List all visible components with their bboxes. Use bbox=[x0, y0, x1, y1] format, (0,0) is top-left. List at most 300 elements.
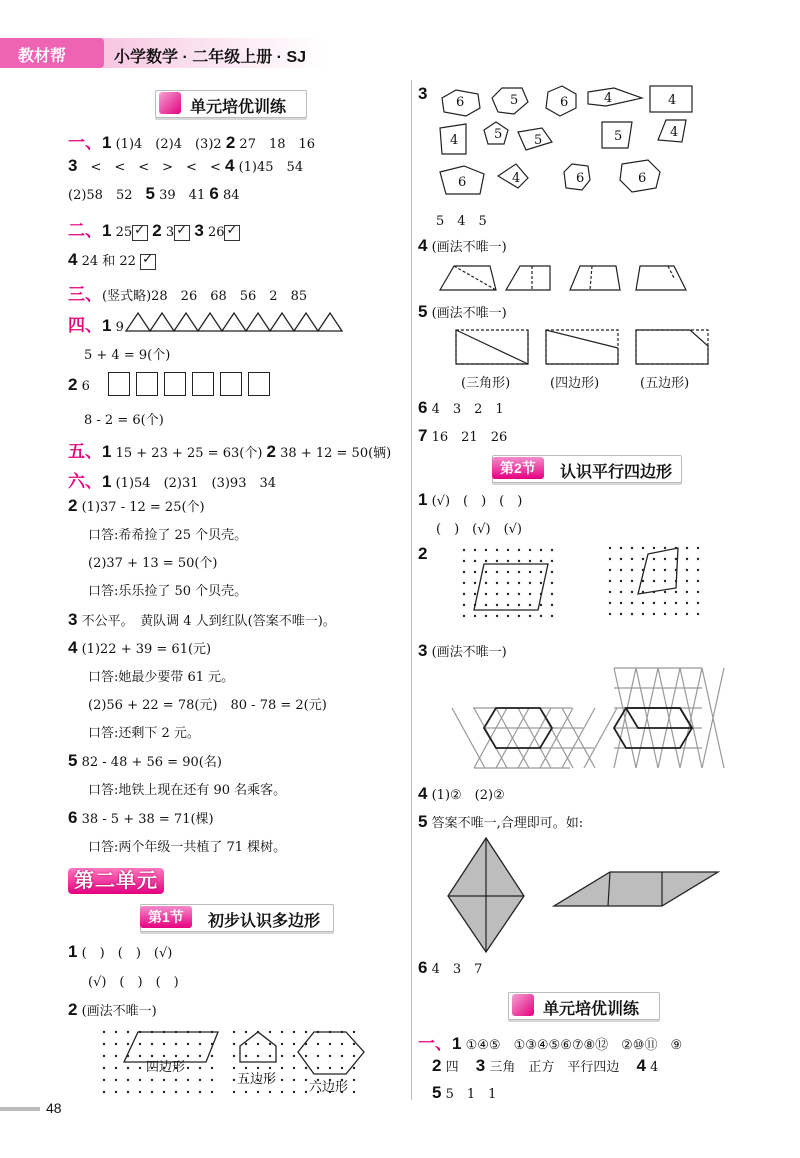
grid-dot bbox=[551, 571, 553, 573]
grid-dot bbox=[127, 1067, 129, 1069]
answer-line: 7 16 21 26 bbox=[418, 426, 508, 445]
grid-dot bbox=[631, 613, 633, 615]
grid-dot bbox=[540, 571, 542, 573]
grid-dot bbox=[686, 580, 688, 582]
grid-dot bbox=[127, 1091, 129, 1093]
equation: 5 + 4 = 9(个) bbox=[84, 348, 171, 363]
polygon-label: 五边形 bbox=[237, 1072, 277, 1087]
grid-dot bbox=[103, 1091, 105, 1093]
grid-dot bbox=[653, 569, 655, 571]
grid-dot bbox=[127, 1043, 129, 1045]
grid-dot bbox=[163, 1091, 165, 1093]
grid-dot bbox=[485, 560, 487, 562]
grid-dot bbox=[518, 560, 520, 562]
grid-dot bbox=[329, 1043, 331, 1045]
grid-dot bbox=[463, 549, 465, 551]
grid-dot bbox=[281, 1067, 283, 1069]
triangle-shape bbox=[174, 313, 198, 331]
figure-label: (四边形) bbox=[550, 376, 600, 391]
answer-line: 1 ( ) ( ) (√) bbox=[68, 942, 173, 961]
grid-dot bbox=[529, 615, 531, 617]
answer-line: 2 (1)37 - 12 = 25(个) bbox=[68, 496, 205, 515]
grid-dot bbox=[620, 558, 622, 560]
shape-number: 5 bbox=[494, 127, 503, 142]
triangle-shape bbox=[270, 313, 294, 331]
grid-dot bbox=[551, 549, 553, 551]
grid-dot bbox=[115, 1067, 117, 1069]
grid-dot bbox=[151, 1091, 153, 1093]
grid-dot bbox=[115, 1055, 117, 1057]
grid-dot bbox=[175, 1079, 177, 1081]
grid-dot bbox=[353, 1031, 355, 1033]
grid-dot bbox=[139, 1055, 141, 1057]
grid-dot bbox=[233, 1043, 235, 1045]
grid-dot bbox=[474, 560, 476, 562]
grid-dot bbox=[245, 1091, 247, 1093]
grid-dot bbox=[175, 1091, 177, 1093]
chart-icon bbox=[159, 92, 181, 114]
grid-dot bbox=[631, 602, 633, 604]
grid-dot bbox=[293, 1043, 295, 1045]
shape-number: 6 bbox=[560, 95, 569, 110]
grid-dot bbox=[529, 604, 531, 606]
answer-line: 6 4 3 7 bbox=[418, 958, 483, 977]
grid-dot bbox=[293, 1031, 295, 1033]
answer-line: 3 (画法不唯一) bbox=[418, 641, 507, 660]
grid-dot bbox=[211, 1055, 213, 1057]
grid-dot bbox=[518, 549, 520, 551]
check-box bbox=[174, 225, 190, 241]
answer-line: 2 6 bbox=[68, 375, 90, 394]
grid-dot bbox=[245, 1055, 247, 1057]
grid-dot bbox=[353, 1091, 355, 1093]
answer-line: 4 (1)② (2)② bbox=[418, 784, 505, 803]
answer-line: 五、1 15 + 23 + 25 = 63(个) 2 38 + 12 = 50(辆) bbox=[68, 442, 392, 461]
section-tag: 第2节 bbox=[492, 457, 544, 479]
grid-dot bbox=[293, 1091, 295, 1093]
grid-dot bbox=[551, 604, 553, 606]
grid-dot bbox=[269, 1031, 271, 1033]
answer-line: 3 < < < > < < 4 (1)45 54 bbox=[68, 156, 304, 175]
grid-dot bbox=[653, 580, 655, 582]
unit-banner: 第二单元 bbox=[68, 868, 164, 894]
grid-dot bbox=[199, 1043, 201, 1045]
grid-dot bbox=[269, 1091, 271, 1093]
grid-dot bbox=[485, 615, 487, 617]
triangle-shape bbox=[198, 313, 222, 331]
grid-dot bbox=[507, 604, 509, 606]
section-title: 单元培优训练 bbox=[190, 99, 287, 116]
grid-dot bbox=[353, 1043, 355, 1045]
grid-dot bbox=[341, 1067, 343, 1069]
answer-text: 口答:她最少要带 61 元。 bbox=[88, 670, 235, 685]
grid-dot bbox=[211, 1067, 213, 1069]
grid-dot bbox=[485, 582, 487, 584]
triangles-figure bbox=[126, 311, 346, 333]
grid-dot bbox=[463, 560, 465, 562]
grid-dot bbox=[518, 615, 520, 617]
grid-dot bbox=[474, 593, 476, 595]
grid-dot bbox=[551, 560, 553, 562]
question-number: 2 bbox=[418, 544, 428, 563]
grid-dot bbox=[620, 591, 622, 593]
grid-dot bbox=[341, 1043, 343, 1045]
section-title: 初步认识多边形 bbox=[208, 913, 321, 930]
grid-dot bbox=[609, 547, 611, 549]
shape-number: 6 bbox=[576, 171, 585, 186]
grid-dot bbox=[609, 613, 611, 615]
grid-dot bbox=[496, 549, 498, 551]
answer-line: 5 答案不唯一,合理即可。如: bbox=[418, 812, 584, 831]
grid-dot bbox=[474, 582, 476, 584]
triangle-shape bbox=[222, 313, 246, 331]
grid-dot bbox=[269, 1055, 271, 1057]
grid-dot bbox=[293, 1079, 295, 1081]
grid-dot bbox=[496, 571, 498, 573]
header-tab-label: 教材帮 bbox=[18, 48, 67, 65]
answer-line: 5 5 1 1 bbox=[432, 1083, 497, 1102]
polygon-shapes bbox=[436, 84, 716, 204]
grid-dot bbox=[686, 602, 688, 604]
grid-dot bbox=[686, 569, 688, 571]
grid-dot bbox=[463, 582, 465, 584]
grid-dot bbox=[518, 604, 520, 606]
figure-label: (三角形) bbox=[461, 376, 511, 391]
grid-dot bbox=[317, 1055, 319, 1057]
shape-number: 4 bbox=[670, 125, 679, 140]
grid-dot bbox=[353, 1067, 355, 1069]
question-number: 3 bbox=[418, 84, 428, 103]
grid-dot bbox=[697, 580, 699, 582]
grid-dot bbox=[305, 1067, 307, 1069]
grid-dot bbox=[551, 593, 553, 595]
check-box bbox=[224, 225, 240, 241]
grid-dot bbox=[540, 560, 542, 562]
grid-dot bbox=[551, 615, 553, 617]
shape-number: 4 bbox=[512, 171, 521, 186]
grid-dot bbox=[139, 1043, 141, 1045]
shape-number: 5 bbox=[614, 129, 623, 144]
section-tag: 第1节 bbox=[140, 906, 192, 928]
grid-dot bbox=[353, 1079, 355, 1081]
grid-dot bbox=[115, 1079, 117, 1081]
grid-dot bbox=[664, 602, 666, 604]
answer-text: 口答:地铁上现在还有 90 名乘客。 bbox=[88, 783, 287, 798]
answer-text: (2)56 + 22 = 78(元) 80 - 78 = 2(元) bbox=[88, 698, 327, 713]
shape-number: 4 bbox=[604, 91, 613, 106]
grid-dot bbox=[620, 602, 622, 604]
grid-dot bbox=[485, 593, 487, 595]
trapezoid-figures bbox=[440, 264, 710, 294]
grid-dot bbox=[507, 582, 509, 584]
grid-dot bbox=[653, 613, 655, 615]
answer-line: 六、1 (1)54 (2)31 (3)93 34 bbox=[68, 472, 277, 491]
grid-dot bbox=[163, 1043, 165, 1045]
grid-dot bbox=[245, 1043, 247, 1045]
equation: 8 - 2 = 6(个) bbox=[84, 413, 164, 428]
grid-dot bbox=[518, 571, 520, 573]
grid-dot bbox=[496, 593, 498, 595]
answer-line: 4 (画法不唯一) bbox=[418, 236, 507, 255]
shape-number: 5 bbox=[510, 93, 519, 108]
grid-dot bbox=[463, 571, 465, 573]
grid-dot bbox=[529, 582, 531, 584]
grid-dot bbox=[507, 560, 509, 562]
grid-dot bbox=[341, 1055, 343, 1057]
grid-dot bbox=[151, 1043, 153, 1045]
grid-dot bbox=[529, 549, 531, 551]
grid-dot bbox=[675, 591, 677, 593]
grid-dot bbox=[115, 1031, 117, 1033]
answer-text: 口答:还剩下 2 元。 bbox=[88, 726, 200, 741]
grid-dot bbox=[485, 604, 487, 606]
grid-dot bbox=[199, 1067, 201, 1069]
grid-dot bbox=[496, 582, 498, 584]
grid-dot bbox=[529, 571, 531, 573]
grid-dot bbox=[697, 613, 699, 615]
answer-text: 口答:乐乐捡了 50 个贝壳。 bbox=[88, 584, 248, 599]
polygon-label: 四边形 bbox=[146, 1060, 186, 1075]
grid-dot bbox=[211, 1091, 213, 1093]
grid-dot bbox=[115, 1043, 117, 1045]
grid-dot bbox=[199, 1055, 201, 1057]
grid-dot bbox=[496, 604, 498, 606]
grid-dot bbox=[609, 580, 611, 582]
shape-number: 6 bbox=[458, 175, 467, 190]
answer-text: 口答:希希捡了 25 个贝壳。 bbox=[88, 528, 248, 543]
grid-dot bbox=[317, 1067, 319, 1069]
answer-line: 一、1 (1)4 (2)4 (3)2 2 27 18 16 bbox=[68, 133, 316, 152]
chart-icon bbox=[512, 994, 534, 1016]
grid-dot bbox=[151, 1079, 153, 1081]
grid-dot bbox=[686, 558, 688, 560]
triangle-shape bbox=[150, 313, 174, 331]
grid-dot bbox=[103, 1031, 105, 1033]
grid-dot bbox=[609, 558, 611, 560]
triangle-shape bbox=[294, 313, 318, 331]
grid-dot bbox=[529, 560, 531, 562]
grid-dot bbox=[642, 547, 644, 549]
grid-dot bbox=[540, 615, 542, 617]
triangle-shape bbox=[126, 313, 150, 331]
grid-dot bbox=[257, 1055, 259, 1057]
grid-dot bbox=[653, 547, 655, 549]
answer-text: (√) ( ) ( ) bbox=[88, 975, 179, 990]
grid-dot bbox=[507, 615, 509, 617]
answer-line: 2 (画法不唯一) bbox=[68, 1000, 157, 1019]
grid-dot bbox=[664, 580, 666, 582]
grid-dot bbox=[139, 1067, 141, 1069]
answer-line: 4 24 和 22 ✓ bbox=[68, 250, 156, 270]
grid-dot bbox=[642, 580, 644, 582]
grid-dot bbox=[609, 602, 611, 604]
grid-dot bbox=[653, 602, 655, 604]
check-box bbox=[132, 225, 148, 241]
grid-dot bbox=[305, 1031, 307, 1033]
grid-dot bbox=[675, 613, 677, 615]
answer-line: 三、(竖式略)28 26 68 56 2 85 bbox=[68, 285, 308, 304]
squares-figure bbox=[108, 372, 276, 396]
grid-dot bbox=[697, 602, 699, 604]
grid-dot bbox=[245, 1031, 247, 1033]
grid-dot bbox=[281, 1079, 283, 1081]
grid-dot bbox=[139, 1079, 141, 1081]
grid-dot bbox=[620, 613, 622, 615]
rhombus-parallelogram-figures bbox=[446, 838, 722, 952]
grid-dot bbox=[518, 593, 520, 595]
answer-line: 1 (√) ( ) ( ) bbox=[418, 490, 523, 509]
answer-text: (2)37 + 13 = 50(个) bbox=[88, 556, 218, 571]
figure-label: (五边形) bbox=[640, 376, 690, 391]
grid-dot bbox=[664, 569, 666, 571]
grid-dot bbox=[463, 593, 465, 595]
grid-dot bbox=[175, 1043, 177, 1045]
grid-dot bbox=[642, 558, 644, 560]
grid-dot bbox=[485, 571, 487, 573]
grid-dot bbox=[233, 1067, 235, 1069]
triangle-shape bbox=[318, 313, 342, 331]
section-title: 单元培优训练 bbox=[543, 1001, 640, 1018]
parallelogram-dot-grids bbox=[460, 548, 710, 618]
grid-dot bbox=[507, 593, 509, 595]
grid-dot bbox=[620, 569, 622, 571]
shape-number: 4 bbox=[668, 93, 677, 108]
grid-dot bbox=[686, 591, 688, 593]
answer-text: 口答:两个年级一共植了 71 棵树。 bbox=[88, 840, 287, 855]
check-box bbox=[140, 254, 156, 270]
grid-dot bbox=[529, 593, 531, 595]
grid-dot bbox=[631, 569, 633, 571]
grid-dot bbox=[103, 1067, 105, 1069]
grid-dot bbox=[103, 1055, 105, 1057]
column-divider bbox=[411, 80, 412, 1100]
grid-dot bbox=[127, 1031, 129, 1033]
answer-line: (2)58 52 5 39 41 6 84 bbox=[68, 184, 240, 203]
grid-dot bbox=[293, 1067, 295, 1069]
grid-dot bbox=[631, 591, 633, 593]
grid-dot bbox=[317, 1043, 319, 1045]
grid-line bbox=[584, 708, 617, 768]
grid-dot bbox=[199, 1091, 201, 1093]
grid-dot bbox=[697, 569, 699, 571]
grid-dot bbox=[257, 1043, 259, 1045]
answer-line: 6 38 - 5 + 38 = 71(棵) bbox=[68, 808, 214, 827]
grid-dot bbox=[474, 615, 476, 617]
grid-dot bbox=[163, 1079, 165, 1081]
grid-dot bbox=[496, 560, 498, 562]
grid-dot bbox=[540, 549, 542, 551]
grid-dot bbox=[620, 547, 622, 549]
grid-dot bbox=[664, 558, 666, 560]
grid-dot bbox=[496, 615, 498, 617]
grid-dot bbox=[518, 582, 520, 584]
grid-dot bbox=[305, 1055, 307, 1057]
grid-dot bbox=[187, 1091, 189, 1093]
grid-dot bbox=[507, 571, 509, 573]
grid-dot bbox=[353, 1055, 355, 1057]
grid-dot bbox=[115, 1091, 117, 1093]
answer-line: 二、1 25✓ 2 3✓ 3 26✓ bbox=[68, 216, 240, 241]
grid-dot bbox=[187, 1043, 189, 1045]
grid-dot bbox=[281, 1031, 283, 1033]
grid-dot bbox=[664, 591, 666, 593]
grid-dot bbox=[686, 613, 688, 615]
grid-dot bbox=[675, 602, 677, 604]
shape-number: 6 bbox=[638, 171, 647, 186]
header-title: 小学数学 · 二年级上册 · SJ bbox=[114, 49, 307, 66]
answer-line: 4 (1)22 + 39 = 61(元) bbox=[68, 638, 212, 657]
answer-line: 5 82 - 48 + 56 = 90(名) bbox=[68, 751, 222, 770]
grid-line bbox=[452, 708, 485, 768]
grid-dot bbox=[664, 613, 666, 615]
grid-dot bbox=[540, 604, 542, 606]
shape-number: 6 bbox=[456, 95, 465, 110]
grid-dot bbox=[199, 1079, 201, 1081]
grid-dot bbox=[281, 1055, 283, 1057]
grid-dot bbox=[609, 569, 611, 571]
shape-number: 4 bbox=[450, 133, 459, 148]
page-number: 48 bbox=[46, 1100, 62, 1116]
grid-dot bbox=[620, 580, 622, 582]
grid-dot bbox=[631, 547, 633, 549]
grid-dot bbox=[463, 615, 465, 617]
grid-dot bbox=[653, 558, 655, 560]
grid-dot bbox=[281, 1043, 283, 1045]
grid-dot bbox=[305, 1091, 307, 1093]
answer-line: 一、1 ①④⑤ ①③④⑤⑥⑦⑧⑫ ②⑩⑪ ⑨ bbox=[418, 1034, 683, 1053]
page-number-bar bbox=[0, 1107, 40, 1111]
rectangle-cut-figures bbox=[456, 328, 716, 368]
grid-dot bbox=[103, 1043, 105, 1045]
grid-dot bbox=[642, 602, 644, 604]
grid-dot bbox=[642, 613, 644, 615]
grid-dot bbox=[257, 1091, 259, 1093]
grid-dot bbox=[329, 1067, 331, 1069]
grid-dot bbox=[329, 1055, 331, 1057]
grid-dot bbox=[609, 591, 611, 593]
grid-dot bbox=[187, 1067, 189, 1069]
grid-dot bbox=[281, 1091, 283, 1093]
answer-text: ( ) (√) (√) bbox=[436, 522, 522, 537]
polygon-label: 六边形 bbox=[309, 1080, 349, 1095]
answer-text: 5 4 5 bbox=[436, 214, 487, 229]
grid-dot bbox=[187, 1079, 189, 1081]
grid-dot bbox=[664, 547, 666, 549]
answer-line: 四、1 9 bbox=[68, 316, 124, 335]
grid-dot bbox=[697, 558, 699, 560]
grid-dot bbox=[697, 547, 699, 549]
grid-dot bbox=[233, 1055, 235, 1057]
grid-dot bbox=[463, 604, 465, 606]
grid-dot bbox=[269, 1043, 271, 1045]
answer-line: 6 4 3 2 1 bbox=[418, 398, 504, 417]
grid-dot bbox=[686, 547, 688, 549]
triangle-shape bbox=[246, 313, 270, 331]
grid-dot bbox=[103, 1079, 105, 1081]
grid-dot bbox=[233, 1031, 235, 1033]
grid-dot bbox=[474, 571, 476, 573]
grid-dot bbox=[139, 1091, 141, 1093]
grid-dot bbox=[631, 558, 633, 560]
shape-number: 5 bbox=[534, 133, 543, 148]
grid-dot bbox=[233, 1079, 235, 1081]
grid-dot bbox=[507, 549, 509, 551]
grid-dot bbox=[697, 591, 699, 593]
grid-dot bbox=[233, 1091, 235, 1093]
grid-dot bbox=[127, 1079, 129, 1081]
answer-line: 5 (画法不唯一) bbox=[418, 302, 507, 321]
triangle-grid-figures bbox=[474, 668, 714, 772]
